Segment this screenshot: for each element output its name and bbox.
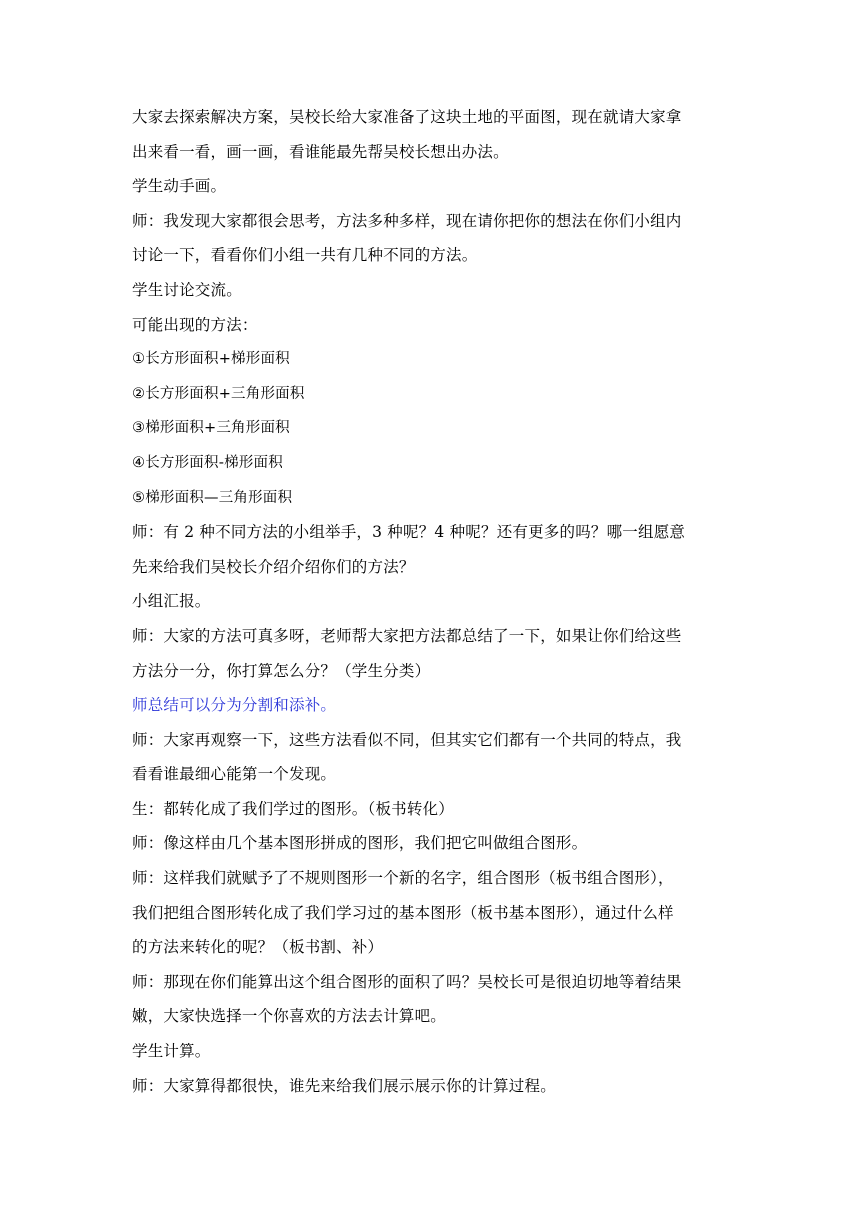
- paragraph-line: 师：像这样由几个基本图形拼成的图形，我们把它叫做组合图形。: [132, 834, 588, 853]
- paragraph-line: 师：有 2 种不同方法的小组举手，3 种呢？4 种呢？还有更多的吗？哪一组愿意: [132, 523, 686, 542]
- paragraph-line: 师：那现在你们能算出这个组合图形的面积了吗？吴校长可是很迫切地等着结果: [132, 972, 682, 991]
- document-body: [132, 100, 732, 1103]
- paragraph-line: 学生计算。: [132, 1042, 211, 1061]
- method-item: ②长方形面积+三角形面积: [132, 385, 305, 402]
- paragraph-line: 讨论一下，看看你们小组一共有几种不同的方法。: [132, 246, 478, 265]
- paragraph-line: 师：大家再观察一下，这些方法看似不同，但其实它们都有一个共同的特点，我: [132, 730, 682, 749]
- paragraph-line: 生：都转化成了我们学过的图形。（板书转化）: [132, 799, 454, 818]
- paragraph-line: 的方法来转化的呢？（板书割、补）: [132, 938, 384, 957]
- paragraph-line: 看看谁最细心能第一个发现。: [132, 765, 337, 784]
- paragraph-line: 大家去探索解决方案，吴校长给大家准备了这块土地的平面图，现在就请大家拿: [132, 108, 682, 126]
- method-item: ⑤梯形面积—三角形面积: [132, 489, 293, 506]
- paragraph-line: 师：这样我们就赋予了不规则图形一个新的名字，组合图形（板书组合图形），: [132, 869, 674, 888]
- paragraph-line: 师：大家的方法可真多呀，老师帮大家把方法都总结了一下，如果让你们给这些: [132, 626, 682, 645]
- method-item: ④长方形面积-梯形面积: [132, 454, 283, 471]
- paragraph-line: 师：大家算得都很快，谁先来给我们展示展示你的计算过程。: [132, 1076, 556, 1095]
- paragraph-line: 学生动手画。: [132, 177, 227, 196]
- paragraph-line: 师：我发现大家都很会思考，方法多种多样，现在请你把你的想法在你们小组内: [132, 211, 682, 230]
- highlighted-summary-line: 师总结可以分为分割和添补。: [132, 696, 337, 715]
- paragraph-line: 先来给我们吴校长介绍介绍你们的方法？: [132, 557, 415, 576]
- paragraph-line: 可能出现的方法：: [132, 315, 258, 334]
- paragraph-line: 出来看一看，画一画，看谁能最先帮吴校长想出办法。: [132, 142, 509, 161]
- paragraph-line: 嫩，大家快选择一个你喜欢的方法去计算吧。: [132, 1007, 447, 1026]
- paragraph-line: 我们把组合图形转化成了我们学习过的基本图形（板书基本图形），通过什么样: [132, 903, 674, 922]
- paragraph-line: 小组汇报。: [132, 592, 211, 611]
- method-item: ③梯形面积+三角形面积: [132, 420, 290, 437]
- paragraph-line: 方法分一分，你打算怎么分？（学生分类）: [132, 661, 431, 680]
- paragraph-line: 学生讨论交流。: [132, 280, 242, 299]
- method-item: ①长方形面积+梯形面积: [132, 351, 290, 368]
